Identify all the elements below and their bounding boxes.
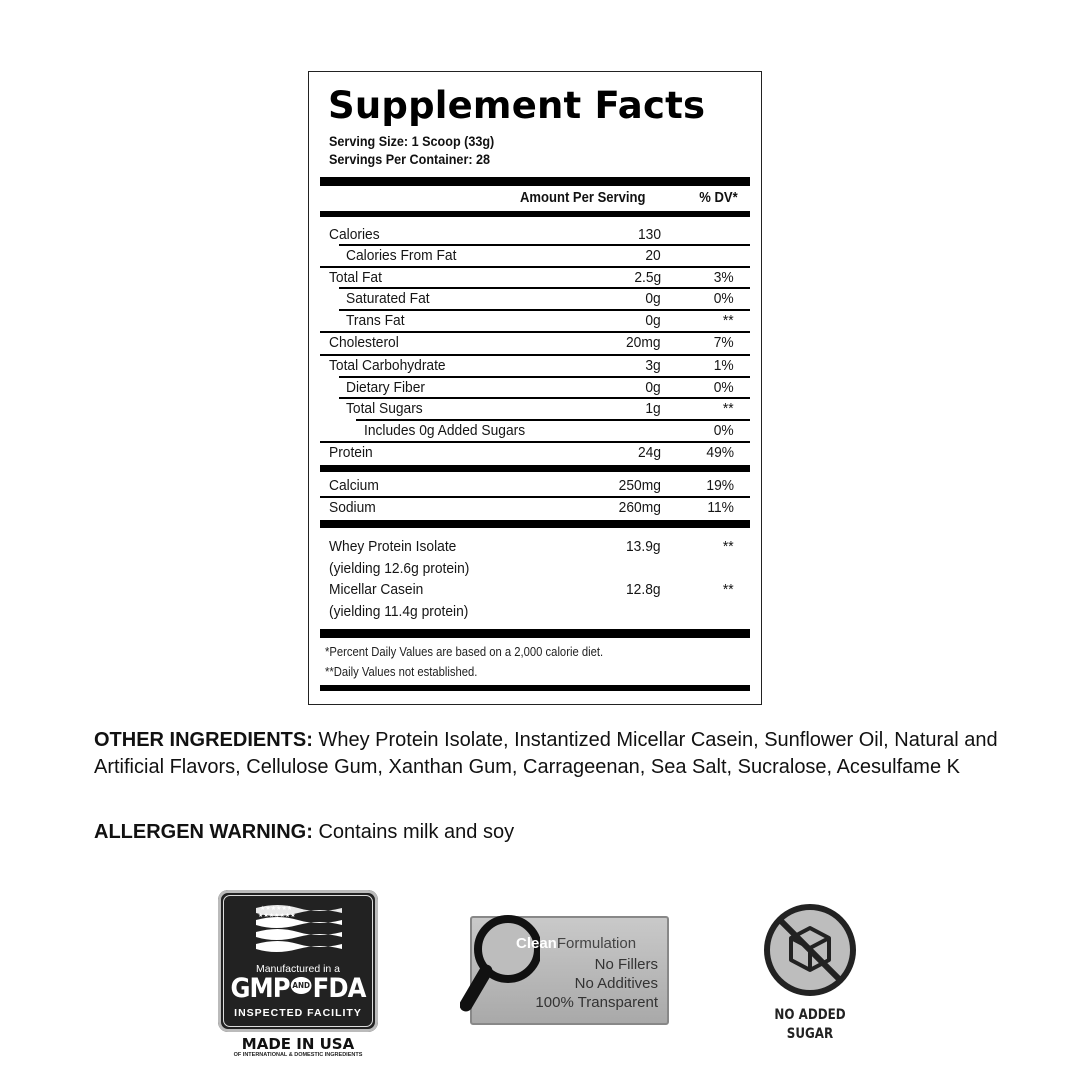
nutrient-dv: ** xyxy=(723,400,734,417)
gmp-text: GMP xyxy=(230,973,290,1004)
other-ingredients xyxy=(94,727,1014,781)
mineral-name: Sodium xyxy=(329,499,376,516)
transparent-text: 100% Transparent xyxy=(535,994,658,1011)
nutrient-row xyxy=(320,311,750,331)
allergen-warning-text: Contains milk and soy xyxy=(312,821,515,843)
usa-flag-icon xyxy=(254,900,344,960)
sugar-text: SUGAR xyxy=(786,1026,834,1042)
protein-dv: ** xyxy=(723,581,734,598)
nutrient-name: Calories From Fat xyxy=(346,247,457,264)
nutrient-amount: 1g xyxy=(645,400,661,417)
nutrient-dv: ** xyxy=(723,312,734,329)
thick-divider xyxy=(320,520,750,528)
nutrient-name: Dietary Fiber xyxy=(346,379,425,396)
other-ingredients-text: Whey Protein Isolate, Instantized Micellar Casein, Sunflower Oil, Natural and Artificial Flavors, Cellulose Gum, Xanthan Gum, Carrageenan, Sea Salt, Sucralose, Acesulfame K xyxy=(94,729,998,778)
supplement-facts-panel xyxy=(308,71,762,705)
nutrient-name: Protein xyxy=(329,444,373,461)
mineral-dv: 11% xyxy=(707,499,734,516)
nutrient-row xyxy=(320,268,750,288)
made-in-usa-text: MADE IN USA xyxy=(241,1035,355,1053)
no-additives-text: No Additives xyxy=(574,975,658,992)
protein-yield: (yielding 11.4g protein) xyxy=(329,603,469,620)
formulation-word: Formulation xyxy=(556,935,637,952)
nutrient-row xyxy=(320,225,750,245)
mineral-row xyxy=(320,476,750,496)
nutrient-dv: 0% xyxy=(714,422,734,439)
nutrient-amount: 2.5g xyxy=(634,269,661,286)
nutrient-amount: 20mg xyxy=(626,334,661,351)
serving-size: Serving Size: 1 Scoop (33g) xyxy=(329,133,495,149)
fda-text: FDA xyxy=(312,973,366,1004)
thick-divider xyxy=(320,211,750,217)
no-added-sugar-badge xyxy=(755,900,865,1050)
nutrient-name: Total Sugars xyxy=(346,400,423,417)
protein-row xyxy=(320,580,750,600)
nutrient-row xyxy=(320,421,750,441)
nutrient-amount: 0g xyxy=(645,379,661,396)
nutrient-row xyxy=(320,399,750,419)
protein-amount: 12.8g xyxy=(626,581,661,598)
gmp-and-text: AND xyxy=(291,977,312,994)
nutrient-name: Calories xyxy=(329,226,380,243)
nutrient-row xyxy=(320,246,750,266)
allergen-warning-label: ALLERGEN WARNING: xyxy=(94,821,313,843)
nutrient-name: Total Carbohydrate xyxy=(329,357,446,374)
thick-divider xyxy=(320,177,750,186)
gmp-manufactured-text: Manufactured in a xyxy=(255,963,341,975)
nutrient-row xyxy=(320,443,750,463)
gmp-fda-badge xyxy=(218,890,378,1032)
nutrient-row xyxy=(320,333,750,353)
nutrient-name: Saturated Fat xyxy=(346,290,430,307)
nutrient-row xyxy=(320,356,750,376)
clean-formulation-line xyxy=(516,935,636,952)
no-fillers-text: No Fillers xyxy=(594,956,658,973)
svg-text:★★★★★★★: ★★★★★★★ xyxy=(258,912,296,919)
protein-name: Micellar Casein xyxy=(329,581,424,598)
other-ingredients-label: OTHER INGREDIENTS: xyxy=(94,729,313,751)
footnote-percent-dv: *Percent Daily Values are based on a 2,000 calorie diet. xyxy=(325,645,604,659)
svg-text:★★★★★★: ★★★★★★ xyxy=(260,905,293,912)
protein-dv: ** xyxy=(723,538,734,555)
header-amount-per-serving: Amount Per Serving xyxy=(520,190,646,206)
nutrient-name: Total Fat xyxy=(329,269,382,286)
mineral-name: Calcium xyxy=(329,477,379,494)
nutrient-amount: 130 xyxy=(637,226,661,243)
no-sugar-cube-icon xyxy=(762,902,858,998)
allergen-warning xyxy=(94,819,1014,846)
thick-divider xyxy=(320,629,750,638)
magnifier-icon xyxy=(460,913,540,1013)
protein-amount: 13.9g xyxy=(626,538,661,555)
clean-word: Clean xyxy=(516,935,557,952)
nutrient-name: Includes 0g Added Sugars xyxy=(364,422,526,439)
made-in-usa-subtext: OF INTERNATIONAL & DOMESTIC INGREDIENTS xyxy=(233,1052,363,1058)
nutrient-dv: 0% xyxy=(714,290,734,307)
nutrient-amount: 3g xyxy=(645,357,661,374)
protein-sub-row xyxy=(320,602,750,622)
protein-name: Whey Protein Isolate xyxy=(329,538,457,555)
nutrient-dv: 3% xyxy=(714,269,734,286)
nutrient-dv: 7% xyxy=(714,334,734,351)
gmp-badge-box xyxy=(218,890,378,1032)
nutrient-name: Cholesterol xyxy=(329,334,399,351)
gmp-inspected-text: INSPECTED FACILITY xyxy=(234,1007,362,1019)
footnote-not-established: **Daily Values not established. xyxy=(325,665,478,679)
mineral-amount: 260mg xyxy=(618,499,661,516)
protein-row xyxy=(320,537,750,557)
nutrient-dv: 0% xyxy=(714,379,734,396)
nutrient-name: Trans Fat xyxy=(346,312,405,329)
nutrient-amount: 20 xyxy=(645,247,661,264)
nutrient-row xyxy=(320,289,750,309)
nutrient-amount: 24g xyxy=(637,444,661,461)
header-percent-dv: % DV* xyxy=(699,190,738,206)
clean-formulation-badge xyxy=(460,913,670,1025)
nutrient-amount: 0g xyxy=(645,290,661,307)
nutrient-dv: 1% xyxy=(714,357,734,374)
mineral-dv: 19% xyxy=(706,477,734,494)
nutrient-row xyxy=(320,378,750,398)
gmp-fda-text xyxy=(226,973,370,1004)
protein-yield: (yielding 12.6g protein) xyxy=(329,560,470,577)
nutrient-amount: 0g xyxy=(645,312,661,329)
panel-title: Supplement Facts xyxy=(328,84,706,127)
no-added-text: NO ADDED xyxy=(774,1007,846,1023)
mineral-amount: 250mg xyxy=(618,477,661,494)
protein-sub-row xyxy=(320,559,750,579)
thick-divider xyxy=(320,465,750,472)
servings-per-container: Servings Per Container: 28 xyxy=(329,151,491,167)
thick-divider xyxy=(320,685,750,691)
nutrient-dv: 49% xyxy=(706,444,734,461)
mineral-row xyxy=(320,498,750,518)
